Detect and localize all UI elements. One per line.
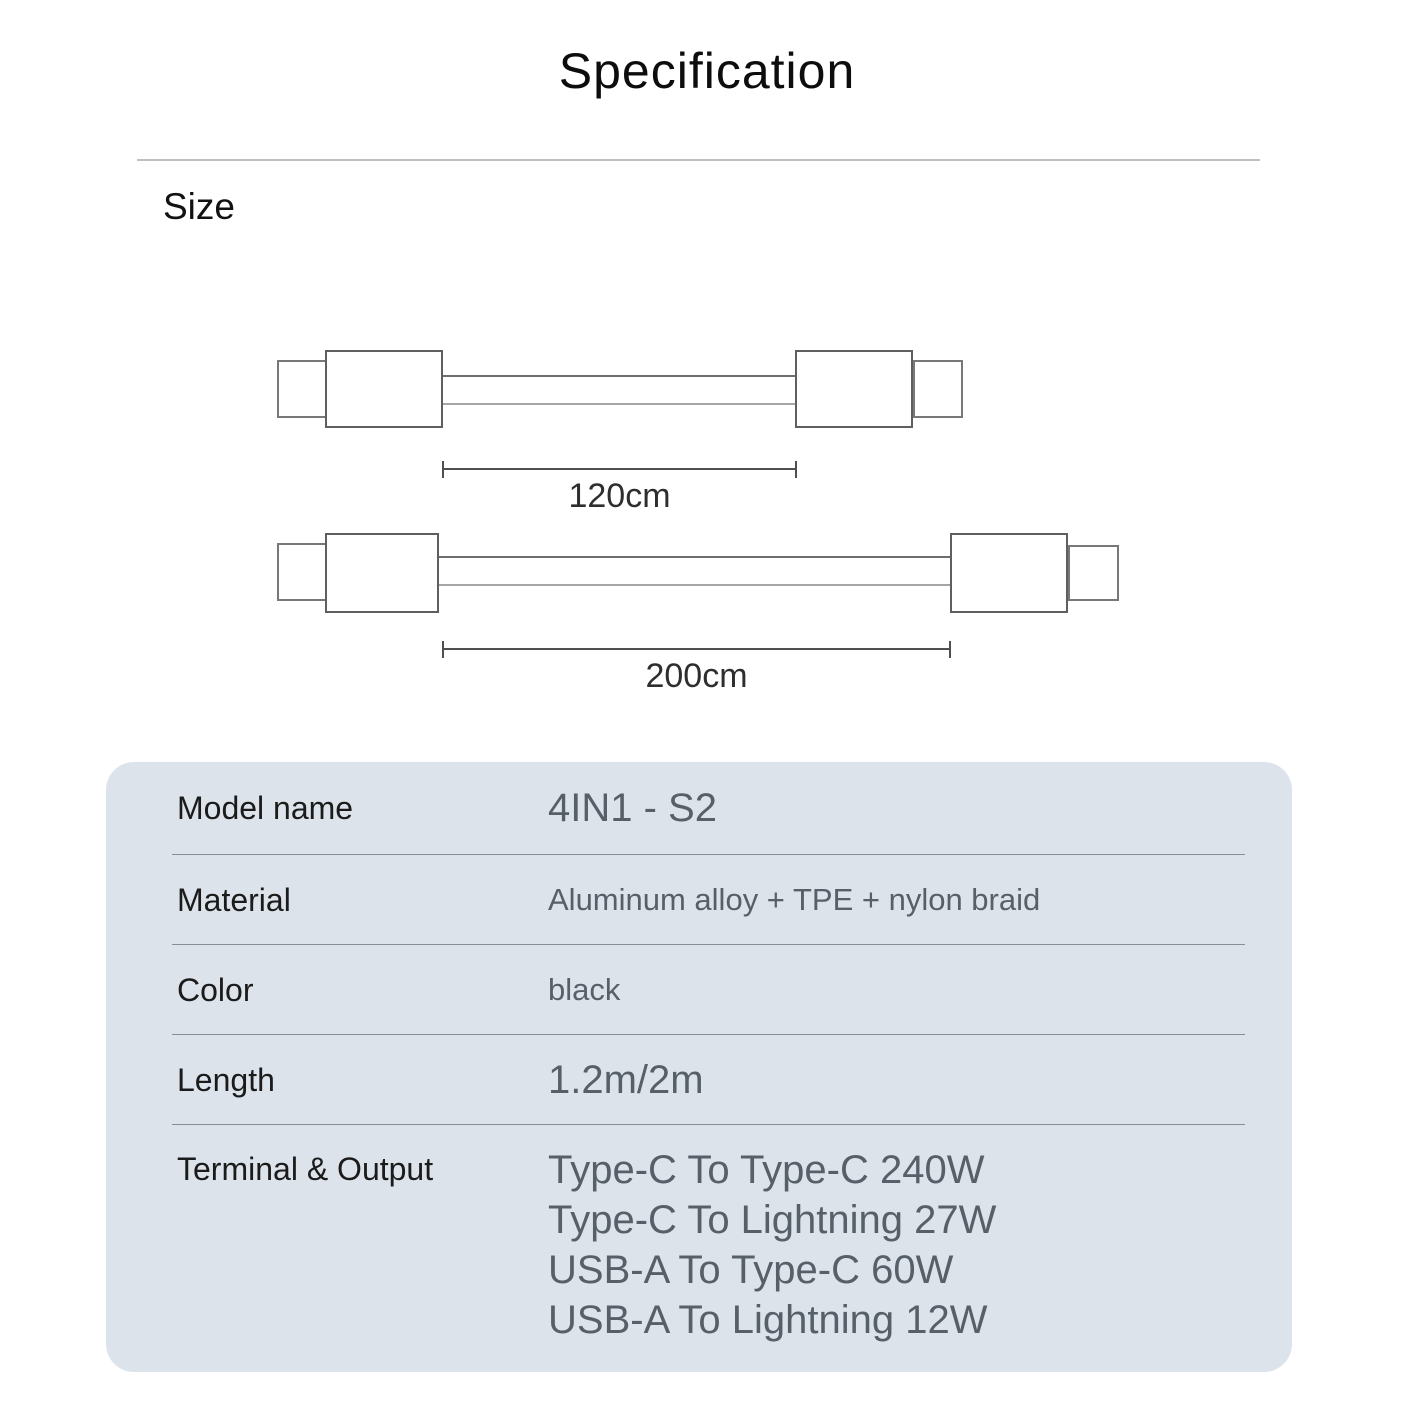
title-divider bbox=[137, 159, 1260, 161]
terminal-output-line-1: Type-C To Type-C 240W bbox=[548, 1148, 985, 1192]
table-row-color bbox=[106, 945, 1292, 1035]
terminal-output-line-3: USB-A To Type-C 60W bbox=[548, 1248, 954, 1292]
row-value-terminal-output bbox=[548, 1145, 996, 1345]
terminal-output-line-2: Type-C To Lightning 27W bbox=[548, 1198, 997, 1242]
connector-tip-left bbox=[277, 360, 327, 418]
spec-table bbox=[106, 762, 1292, 1372]
dimension-line-bar bbox=[444, 648, 949, 650]
row-label-length: Length bbox=[177, 1061, 275, 1098]
size-section-label: Size bbox=[163, 186, 235, 227]
dimension-label-200cm: 200cm bbox=[645, 657, 748, 695]
cable-diagram-120cm bbox=[277, 350, 963, 515]
cable-wire bbox=[439, 556, 950, 586]
connector-body-right bbox=[950, 533, 1068, 613]
row-label-color: Color bbox=[177, 971, 254, 1008]
connector-tip-right bbox=[1068, 545, 1119, 601]
connector-body-left bbox=[325, 350, 443, 428]
dimension-line-bar bbox=[444, 468, 795, 470]
cable-wire bbox=[443, 375, 796, 405]
row-label-model-name: Model name bbox=[177, 790, 354, 826]
row-value-material: Aluminum alloy + TPE + nylon braid bbox=[548, 882, 1041, 917]
table-row-material bbox=[106, 855, 1292, 945]
row-value-color: black bbox=[548, 972, 621, 1007]
dimension-label-120cm: 120cm bbox=[568, 477, 671, 515]
terminal-output-line-4: USB-A To Lightning 12W bbox=[548, 1298, 988, 1342]
page-title: Specification bbox=[558, 43, 856, 99]
cable-diagram-200cm bbox=[277, 533, 1119, 693]
connector-tip-right bbox=[913, 360, 963, 418]
table-row-terminal-output bbox=[106, 1125, 1292, 1372]
connector-body-right bbox=[795, 350, 913, 428]
dimension-line-120cm bbox=[442, 461, 797, 478]
dimension-line-200cm bbox=[442, 641, 951, 658]
row-label-terminal-output: Terminal & Output bbox=[177, 1151, 434, 1187]
connector-tip-left bbox=[277, 543, 327, 601]
row-value-length: 1.2m/2m bbox=[548, 1057, 704, 1102]
table-row-model-name bbox=[106, 762, 1292, 855]
table-row-length bbox=[106, 1035, 1292, 1125]
row-label-material: Material bbox=[177, 881, 291, 918]
connector-body-left bbox=[325, 533, 439, 613]
row-value-model-name: 4IN1 - S2 bbox=[548, 786, 717, 830]
